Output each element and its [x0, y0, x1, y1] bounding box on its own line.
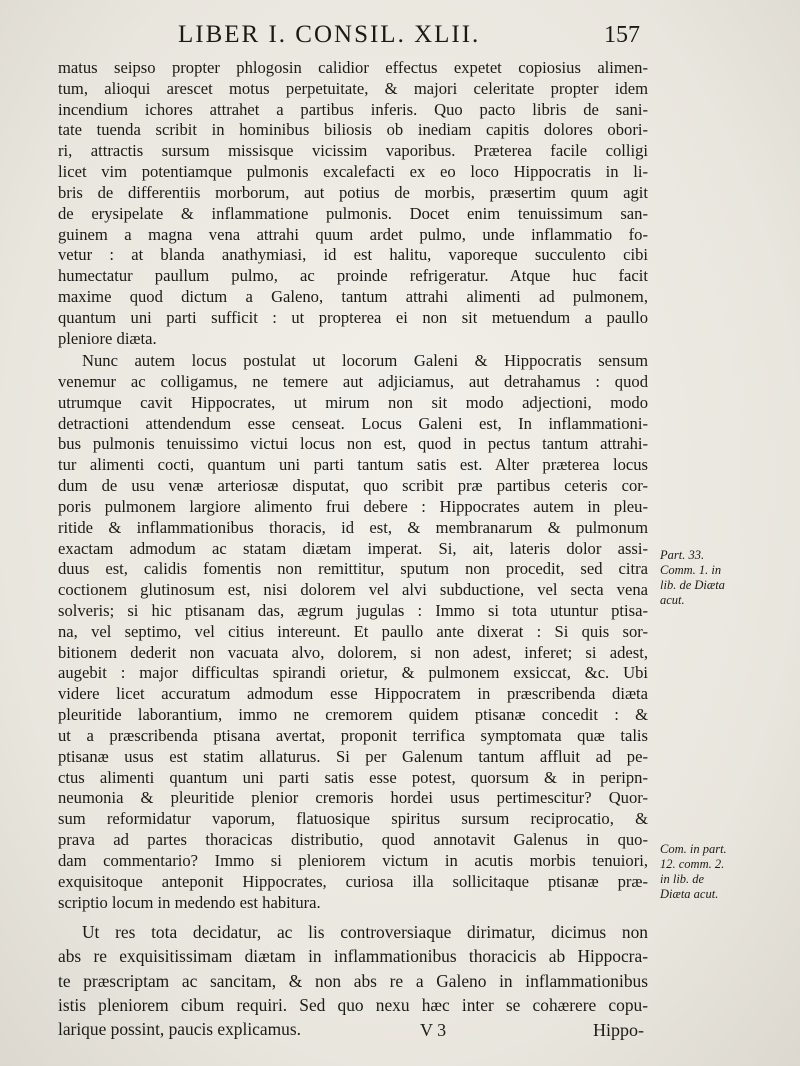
text-line: dam commentario? Immo si pleniorem victum in acutis morbis tenuiori,	[58, 850, 648, 870]
text-line: ptisanæ usus est statim allaturus. Si per Galenum tantum affluit ad pe-	[58, 746, 648, 766]
text-line: tum, alioqui arescet motus perpetuitate, & majori celeritate propter idem	[58, 78, 648, 98]
text-line: larique possint, paucis explicamus.	[58, 1019, 301, 1040]
text-line: utrumque cavit Hippocrates, ut mirum non sit modo adjectioni, modo	[58, 392, 648, 412]
text-line: solveris; si hic ptisanam das, ægrum jugulas : Immo si tota utuntur ptisa-	[58, 600, 648, 620]
text-line: tur alimenti cocti, quantum uni parti tantum satis est. Alter præterea locus	[58, 455, 648, 475]
text-line: matus seipso propter phlogosin calidior effectus expetet copiosius alimen-	[58, 58, 648, 77]
margin-note	[660, 548, 790, 608]
text-line: tate tuenda scribit in hominibus biliosis ob inediam capitis dolores obori-	[58, 120, 648, 140]
text-line: augebit : major difficultas spirandi orietur, & pulmonem exsiccat, &c. Ubi	[58, 663, 648, 683]
text-line: duus est, calidis fomentis non remittitur, sputum non procedit, sed citra	[58, 559, 648, 579]
page-number: 157	[604, 22, 640, 48]
text-line: ritide & inflammationibus thoracis, id est, & membranarum & pulmonum	[58, 517, 648, 537]
text-line: istis pleniorem cibum requiri. Sed quo nexu hæc inter se cohærere copu-	[58, 994, 648, 1015]
text-line: poris pulmonem largiore alimento frui debere : Hippocrates autem in pleu-	[58, 496, 648, 516]
text-line: bitionem dederit non vacuata alvo, dolorem, si non adest, inferet; si adest,	[58, 642, 648, 662]
text-line: neumonia & pleuritide plenior cremoris hordei usus pertimescitur? Quor-	[58, 788, 648, 808]
text-line: Ut res tota decidatur, ac lis controversiaque dirimatur, dicimus non	[82, 922, 648, 942]
margin-note-line: acut.	[660, 593, 685, 607]
text-line: ut a præscribenda ptisana avertat, proponit terrifica symptomata quæ talis	[58, 725, 648, 745]
text-line: ri, attractis sursum missisque vicissim vaporibus. Præterea facile colligi	[58, 141, 648, 161]
margin-note-line: lib. de Diæta	[660, 578, 725, 592]
catchword: Hippo-	[593, 1020, 644, 1040]
text-line: dum de usu venæ arteriosæ disputat, quo scribit præ partibus ceteris cor-	[58, 476, 648, 496]
signature-mark: V 3	[420, 1020, 447, 1040]
text-line: vetur : at blanda anathymiasi, id est halitu, vaporeque succulento cibi	[58, 245, 648, 265]
text-line: na, vel septimo, vel citius intereunt. Et paullo ante dixerat : Si quis sor-	[58, 621, 648, 641]
text-line: de erysipelate & inflammatione pulmonis. Docet enim tenuissimum san-	[58, 203, 648, 223]
text-line: exactam admodum ac statam diætam imperat. Si, ait, lateris dolor assi-	[58, 538, 648, 558]
page-title: LIBER I. CONSIL. XLII.	[178, 21, 481, 48]
text-line: Nunc autem locus postulat ut locorum Galeni & Hippocratis sensum	[82, 351, 648, 371]
text-line: guinem a magna vena attrahi quum ardet pulmo, unde inflammatio fo-	[58, 224, 648, 244]
text-line: videre licet accuratum admodum esse Hippocratem in præscribenda diæta	[58, 684, 648, 704]
text-line: exquisitoque anteponit Hippocrates, curiosa illa sollicitaque ptisanæ præ-	[58, 871, 648, 891]
text-line: abs re exquisitissimam diætam in inflammationibus thoracicis ab Hippocra-	[58, 946, 648, 967]
text-line: scriptio locum in medendo est habitura.	[58, 892, 321, 912]
margin-note-line: 12. comm. 2.	[660, 857, 725, 871]
text-line: te præscriptam ac sancitam, & non abs re a Galeno in inflammationibus	[58, 970, 648, 991]
margin-note-line: Com. in part.	[660, 842, 727, 856]
text-line: quantum uni parti sufficit : ut propterea ei non sit metuendum a paullo	[58, 307, 648, 327]
text-line: maxime quod dictum a Galeno, tantum attrahi alimenti ad pulmonem,	[58, 287, 648, 307]
text-line: bris de differentiis morborum, aut potius de morbis, præsertim quum agit	[58, 182, 648, 202]
running-head	[0, 18, 800, 52]
text-line: licet vim potentiamque pulmonis excalefacti ex eo loco Hippocratis in li-	[58, 162, 648, 182]
margin-note-line: in lib. de	[660, 872, 705, 886]
text-line: sum reformidatur vaporum, flatuosique spiritus sursum reciprocatio, &	[58, 809, 648, 829]
margin-note-line: Part. 33.	[660, 548, 705, 562]
text-line: humectatur paullum pulmo, ac proinde refrigeratur. Atque huc facit	[58, 266, 648, 286]
text-line: prava ad partes thoracicas distributio, quod annotavit Galenus in quo-	[58, 830, 648, 850]
text-line: incendium ichores attrahet a partibus inferis. Quo pacto libris de sani-	[58, 99, 648, 119]
margin-note-line: Comm. 1. in	[660, 563, 722, 577]
text-line: detractioni attendendum esse censeat. Locus Galeni est, In inflammationi-	[58, 413, 648, 433]
text-line: pleniore diæta.	[58, 328, 157, 348]
margin-note-line: Diæta acut.	[660, 887, 719, 901]
text-line: ctus alimenti quantum uni parti satis esse potest, quorsum & in peripn-	[58, 767, 648, 787]
margin-note	[660, 842, 790, 902]
text-line: pleuritide laborantium, immo ne cremorem quidem ptisanæ concedit : &	[58, 705, 648, 725]
text-line: coctionem glutinosum est, nisi dolorem vel alvi subductione, vel secta vena	[58, 580, 648, 600]
text-line: bus pulmonis tenuissimo victui locus non est, quod in pectus tantum attrahi-	[58, 434, 648, 454]
text-line: venemur ac colligamus, ne temere aut adjiciamus, aut detrahamus : quod	[58, 371, 648, 391]
